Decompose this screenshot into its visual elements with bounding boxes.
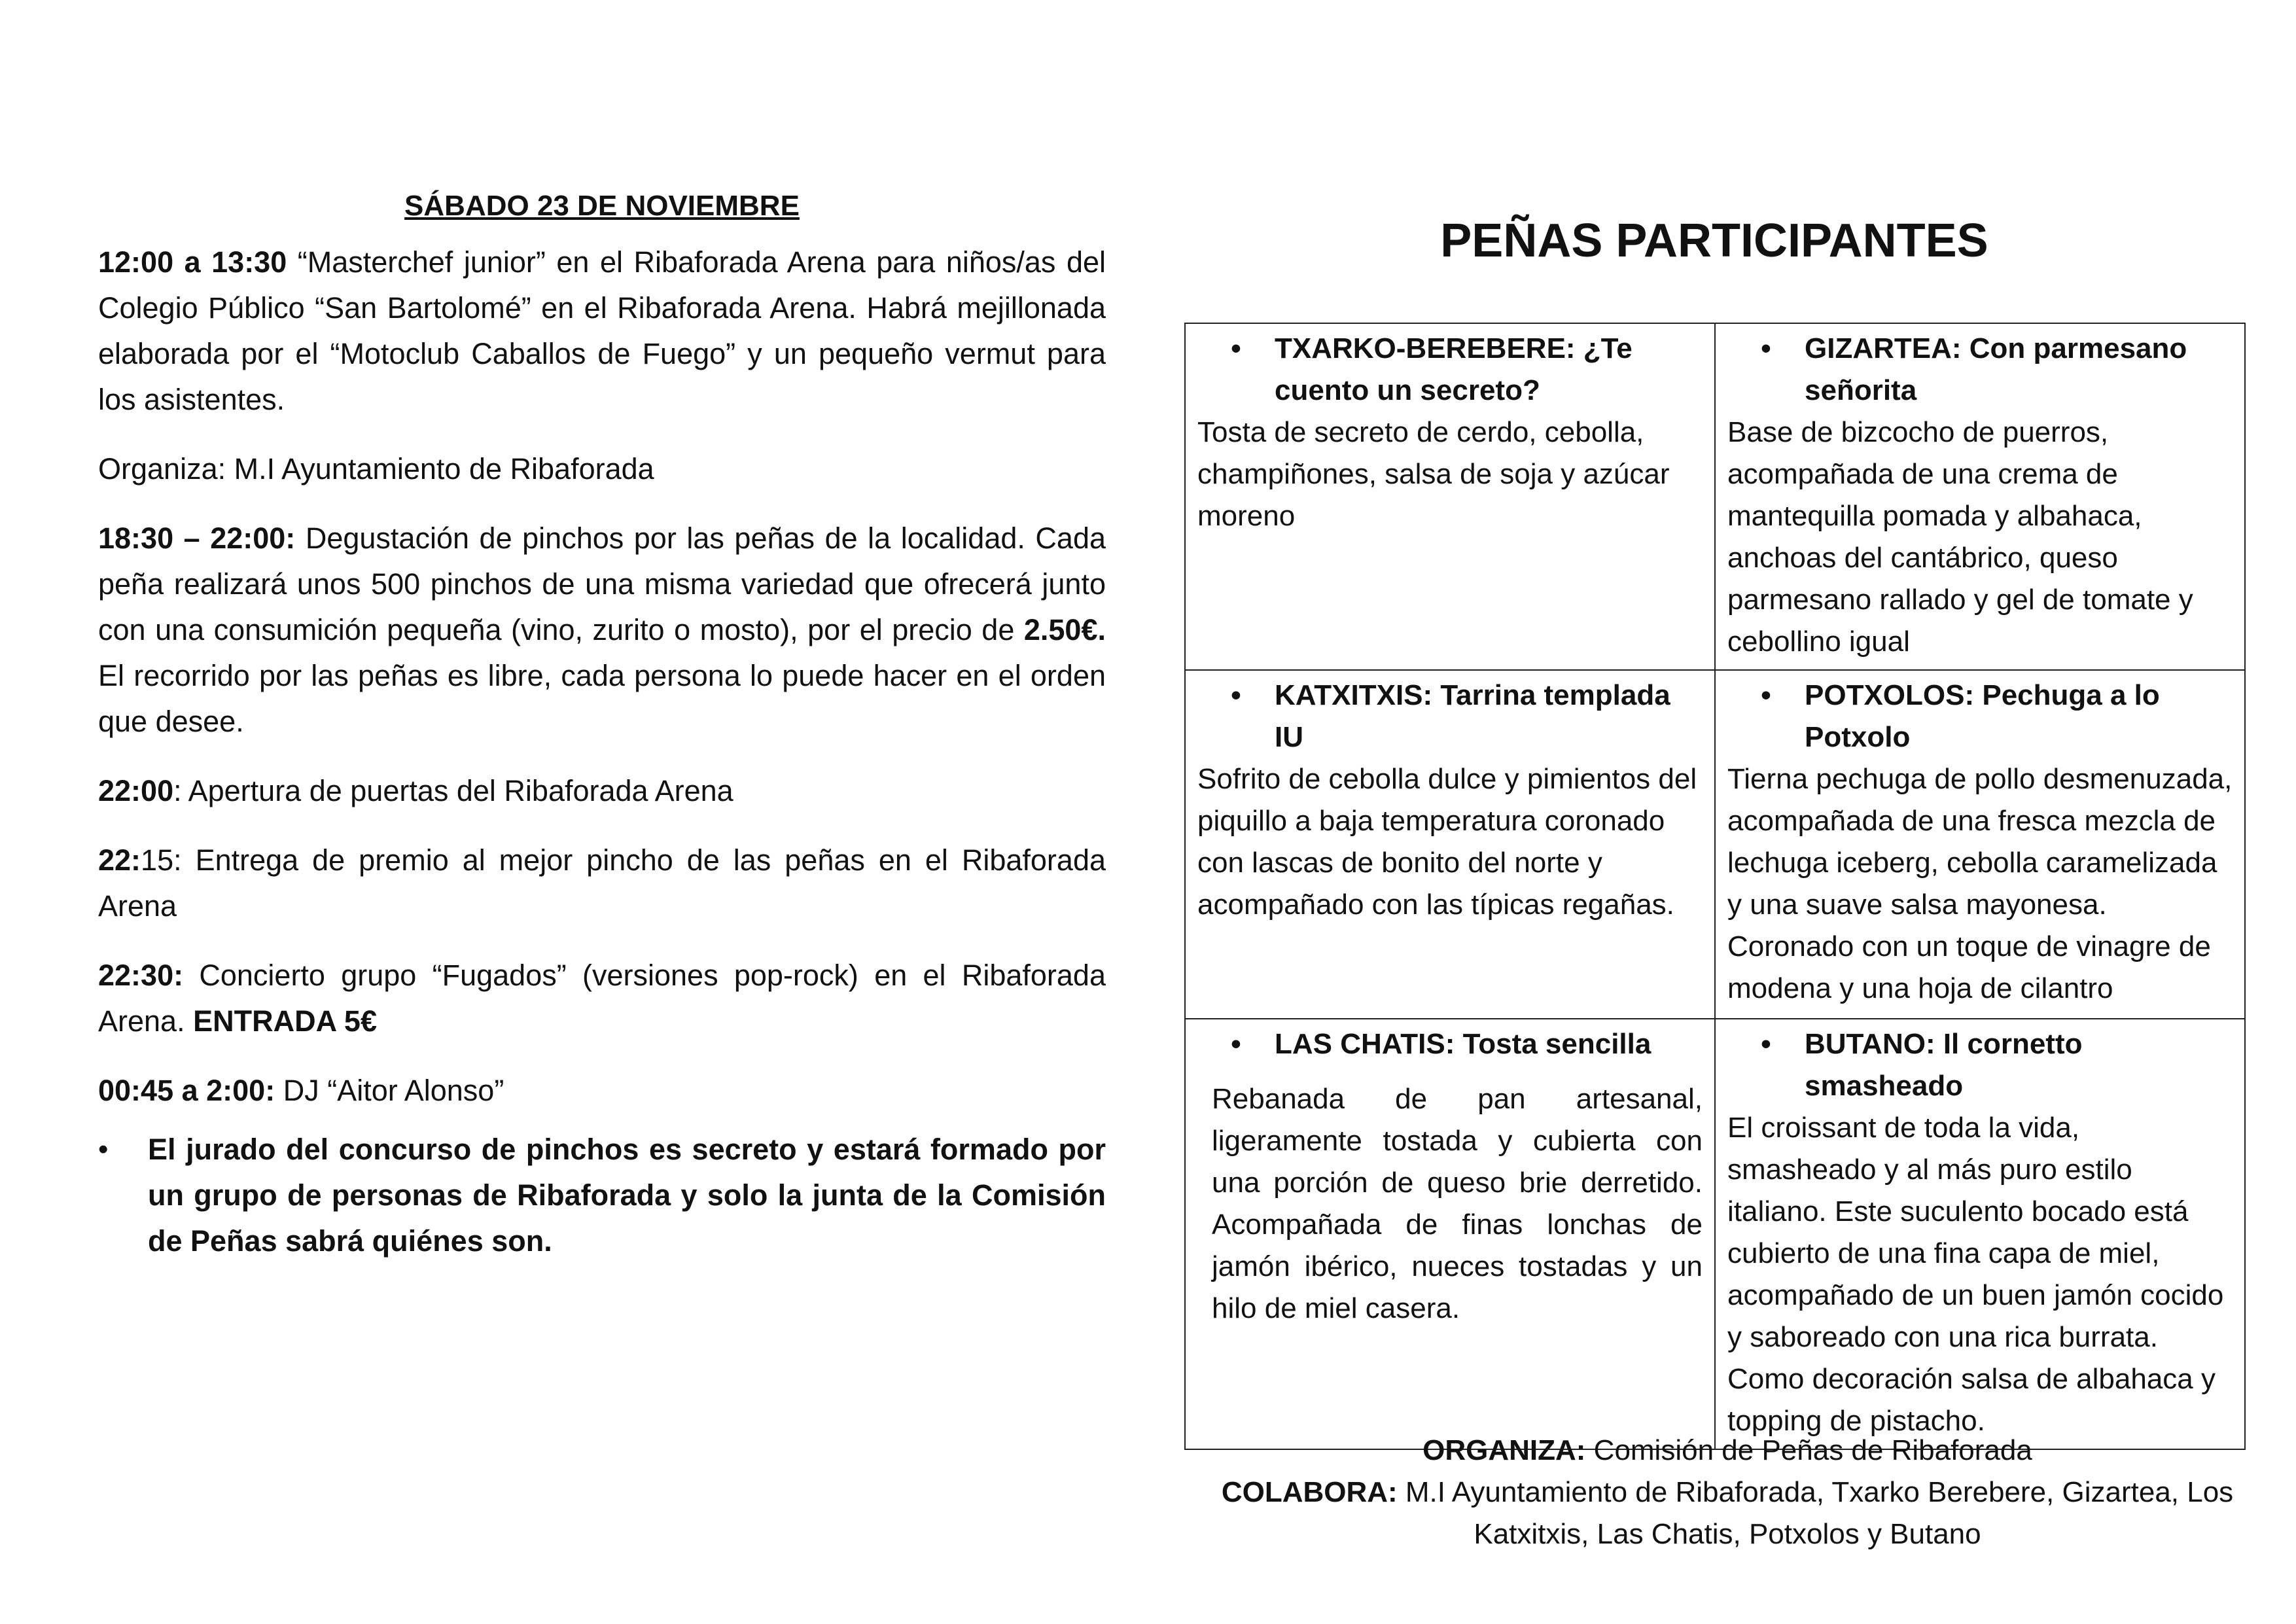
bullet-icon: • xyxy=(1231,332,1241,364)
peña-heading xyxy=(1197,1023,1703,1065)
schedule-item xyxy=(98,953,1106,1044)
schedule-text: Organiza: M.I Ayuntamiento de Ribaforada xyxy=(98,452,654,485)
table-row xyxy=(1185,323,2245,670)
peña-name: BUTANO: Il cornetto smasheado xyxy=(1805,1028,2083,1102)
peña-description: Base de bizcocho de puerros, acompañada de una crema de mantequilla pomada y albahaca, anchoas del cantábrico, queso parmesano rallado y gel de tomate y cebollino igual xyxy=(1727,416,2193,658)
schedule-text: Degustación de pinchos por las peñas de la localidad. Cada peña realizará unos 500 pinchos de una misma variedad que ofrecerá junto con una consumición pequeña (vino, zurito o mosto), por el precio de xyxy=(98,521,1106,646)
organiza-text: Comisión de Peñas de Ribaforada xyxy=(1585,1434,2032,1466)
schedule-item xyxy=(98,768,1106,814)
peña-cell xyxy=(1715,323,2245,670)
peña-heading xyxy=(1197,328,1703,412)
table-row xyxy=(1185,1019,2245,1449)
peña-description: Sofrito de cebolla dulce y pimientos del piquillo a baja temperatura coronado con lascas de bonito del norte y acompañado con las típicas regañas. xyxy=(1197,763,1697,921)
peña-cell xyxy=(1185,670,1715,1019)
schedule-time: 22:30: xyxy=(98,959,184,992)
entry-price: ENTRADA 5€ xyxy=(193,1004,377,1038)
peña-name: KATXITXIS: Tarrina templada IU xyxy=(1275,679,1670,753)
colabora-label: COLABORA: xyxy=(1221,1476,1398,1508)
bullet-icon: • xyxy=(1231,679,1241,711)
peña-cell xyxy=(1715,1019,2245,1449)
peña-cell xyxy=(1185,323,1715,670)
bullet-icon: • xyxy=(98,1133,109,1165)
schedule-text: : Apertura de puertas del Ribaforada Arena xyxy=(173,774,733,807)
schedule-time: 22:00 xyxy=(98,774,174,807)
schedule-item xyxy=(98,838,1106,929)
peña-cell xyxy=(1715,670,2245,1019)
credits xyxy=(1197,1430,2257,1555)
schedule-text: El recorrido por las peñas es libre, cada persona lo puede hacer en el orden que desee. xyxy=(98,659,1106,738)
peña-description: Tosta de secreto de cerdo, cebolla, champiñones, salsa de soja y azúcar moreno xyxy=(1197,416,1670,532)
peña-name: POTXOLOS: Pechuga a lo Potxolo xyxy=(1805,679,2160,753)
peña-name: GIZARTEA: Con parmesano señorita xyxy=(1805,332,2187,406)
schedule-item xyxy=(98,239,1106,423)
peña-description: Rebanada de pan artesanal, ligeramente tostada y cubierta con una porción de queso brie derretido. Acompañada de finas lonchas de jamón ibérico, nueces tostadas y un hilo de miel casera. xyxy=(1212,1083,1703,1324)
schedule-item xyxy=(98,516,1106,745)
peña-description: Tierna pechuga de pollo desmenuzada, acompañada de una fresca mezcla de lechuga iceberg, cebolla caramelizada y una suave salsa mayonesa. Coronado con un toque de vinagre de modena y una hoja de cilantro xyxy=(1727,763,2233,1004)
peña-description: El croissant de toda la vida, smasheado y al más puro estilo italiano. Este suculento bocado está cubierto de una fina capa de miel, acompañado de un buen jamón cocido y saboreado con una rica burrata. Como decoración salsa de albahaca y topping de pistacho. xyxy=(1727,1112,2224,1437)
peñas-title: PEÑAS PARTICIPANTES xyxy=(1440,215,1988,267)
peña-name: LAS CHATIS: Tosta sencilla xyxy=(1275,1028,1651,1060)
organiza-label: ORGANIZA: xyxy=(1422,1434,1586,1466)
peña-heading xyxy=(1197,675,1703,758)
schedule-text: “Masterchef junior” en el Ribaforada Arena para niños/as del Colegio Público “San Bartolomé” en el Ribaforada Arena. Habrá mejillonada elaborada por el “Motoclub Caballos de Fuego” y un pequeño vermut para los asistentes. xyxy=(98,245,1106,416)
schedule-item xyxy=(98,446,1106,492)
bullet-icon: • xyxy=(1761,332,1771,364)
schedule-time: 12:00 a 13:30 xyxy=(98,245,287,279)
peñas-table xyxy=(1184,323,2246,1450)
organiza-line xyxy=(1197,1430,2257,1472)
peña-heading xyxy=(1727,675,2233,758)
bullet-icon: • xyxy=(1231,1028,1241,1060)
peña-heading xyxy=(1727,328,2233,412)
peña-cell xyxy=(1185,1019,1715,1449)
bullet-icon: • xyxy=(1761,1028,1771,1060)
jury-note xyxy=(98,1127,1106,1264)
schedule-time: 18:30 – 22:00: xyxy=(98,521,296,555)
peña-heading xyxy=(1727,1023,2233,1107)
schedule-column xyxy=(98,183,1106,1264)
price: 2.50€. xyxy=(1023,613,1106,646)
schedule-text: Concierto grupo “Fugados” (versiones pop-rock) en el Ribaforada Arena. xyxy=(98,959,1106,1038)
colabora-text: M.I Ayuntamiento de Ribaforada, Txarko Berebere, Gizartea, Los Katxitxis, Las Chatis, Potxolos y Butano xyxy=(1397,1476,2234,1550)
schedule-item xyxy=(98,1068,1106,1114)
jury-note-text: El jurado del concurso de pinchos es secreto y estará formado por un grupo de personas de Ribaforada y solo la junta de la Comisión de Peñas sabrá quiénes son. xyxy=(148,1133,1106,1258)
peña-name: TXARKO-BEREBERE: ¿Te cuento un secreto? xyxy=(1275,332,1633,406)
schedule-time: 00:45 a 2:00: xyxy=(98,1074,275,1107)
schedule-text: 15: Entrega de premio al mejor pincho de las peñas en el Ribaforada Arena xyxy=(98,843,1106,923)
schedule-time: 22: xyxy=(98,843,141,877)
schedule-text: DJ “Aitor Alonso” xyxy=(275,1074,504,1107)
bullet-icon: • xyxy=(1761,679,1771,711)
day-title: SÁBADO 23 DE NOVIEMBRE xyxy=(404,190,800,222)
colabora-line xyxy=(1197,1472,2257,1555)
table-row xyxy=(1185,670,2245,1019)
